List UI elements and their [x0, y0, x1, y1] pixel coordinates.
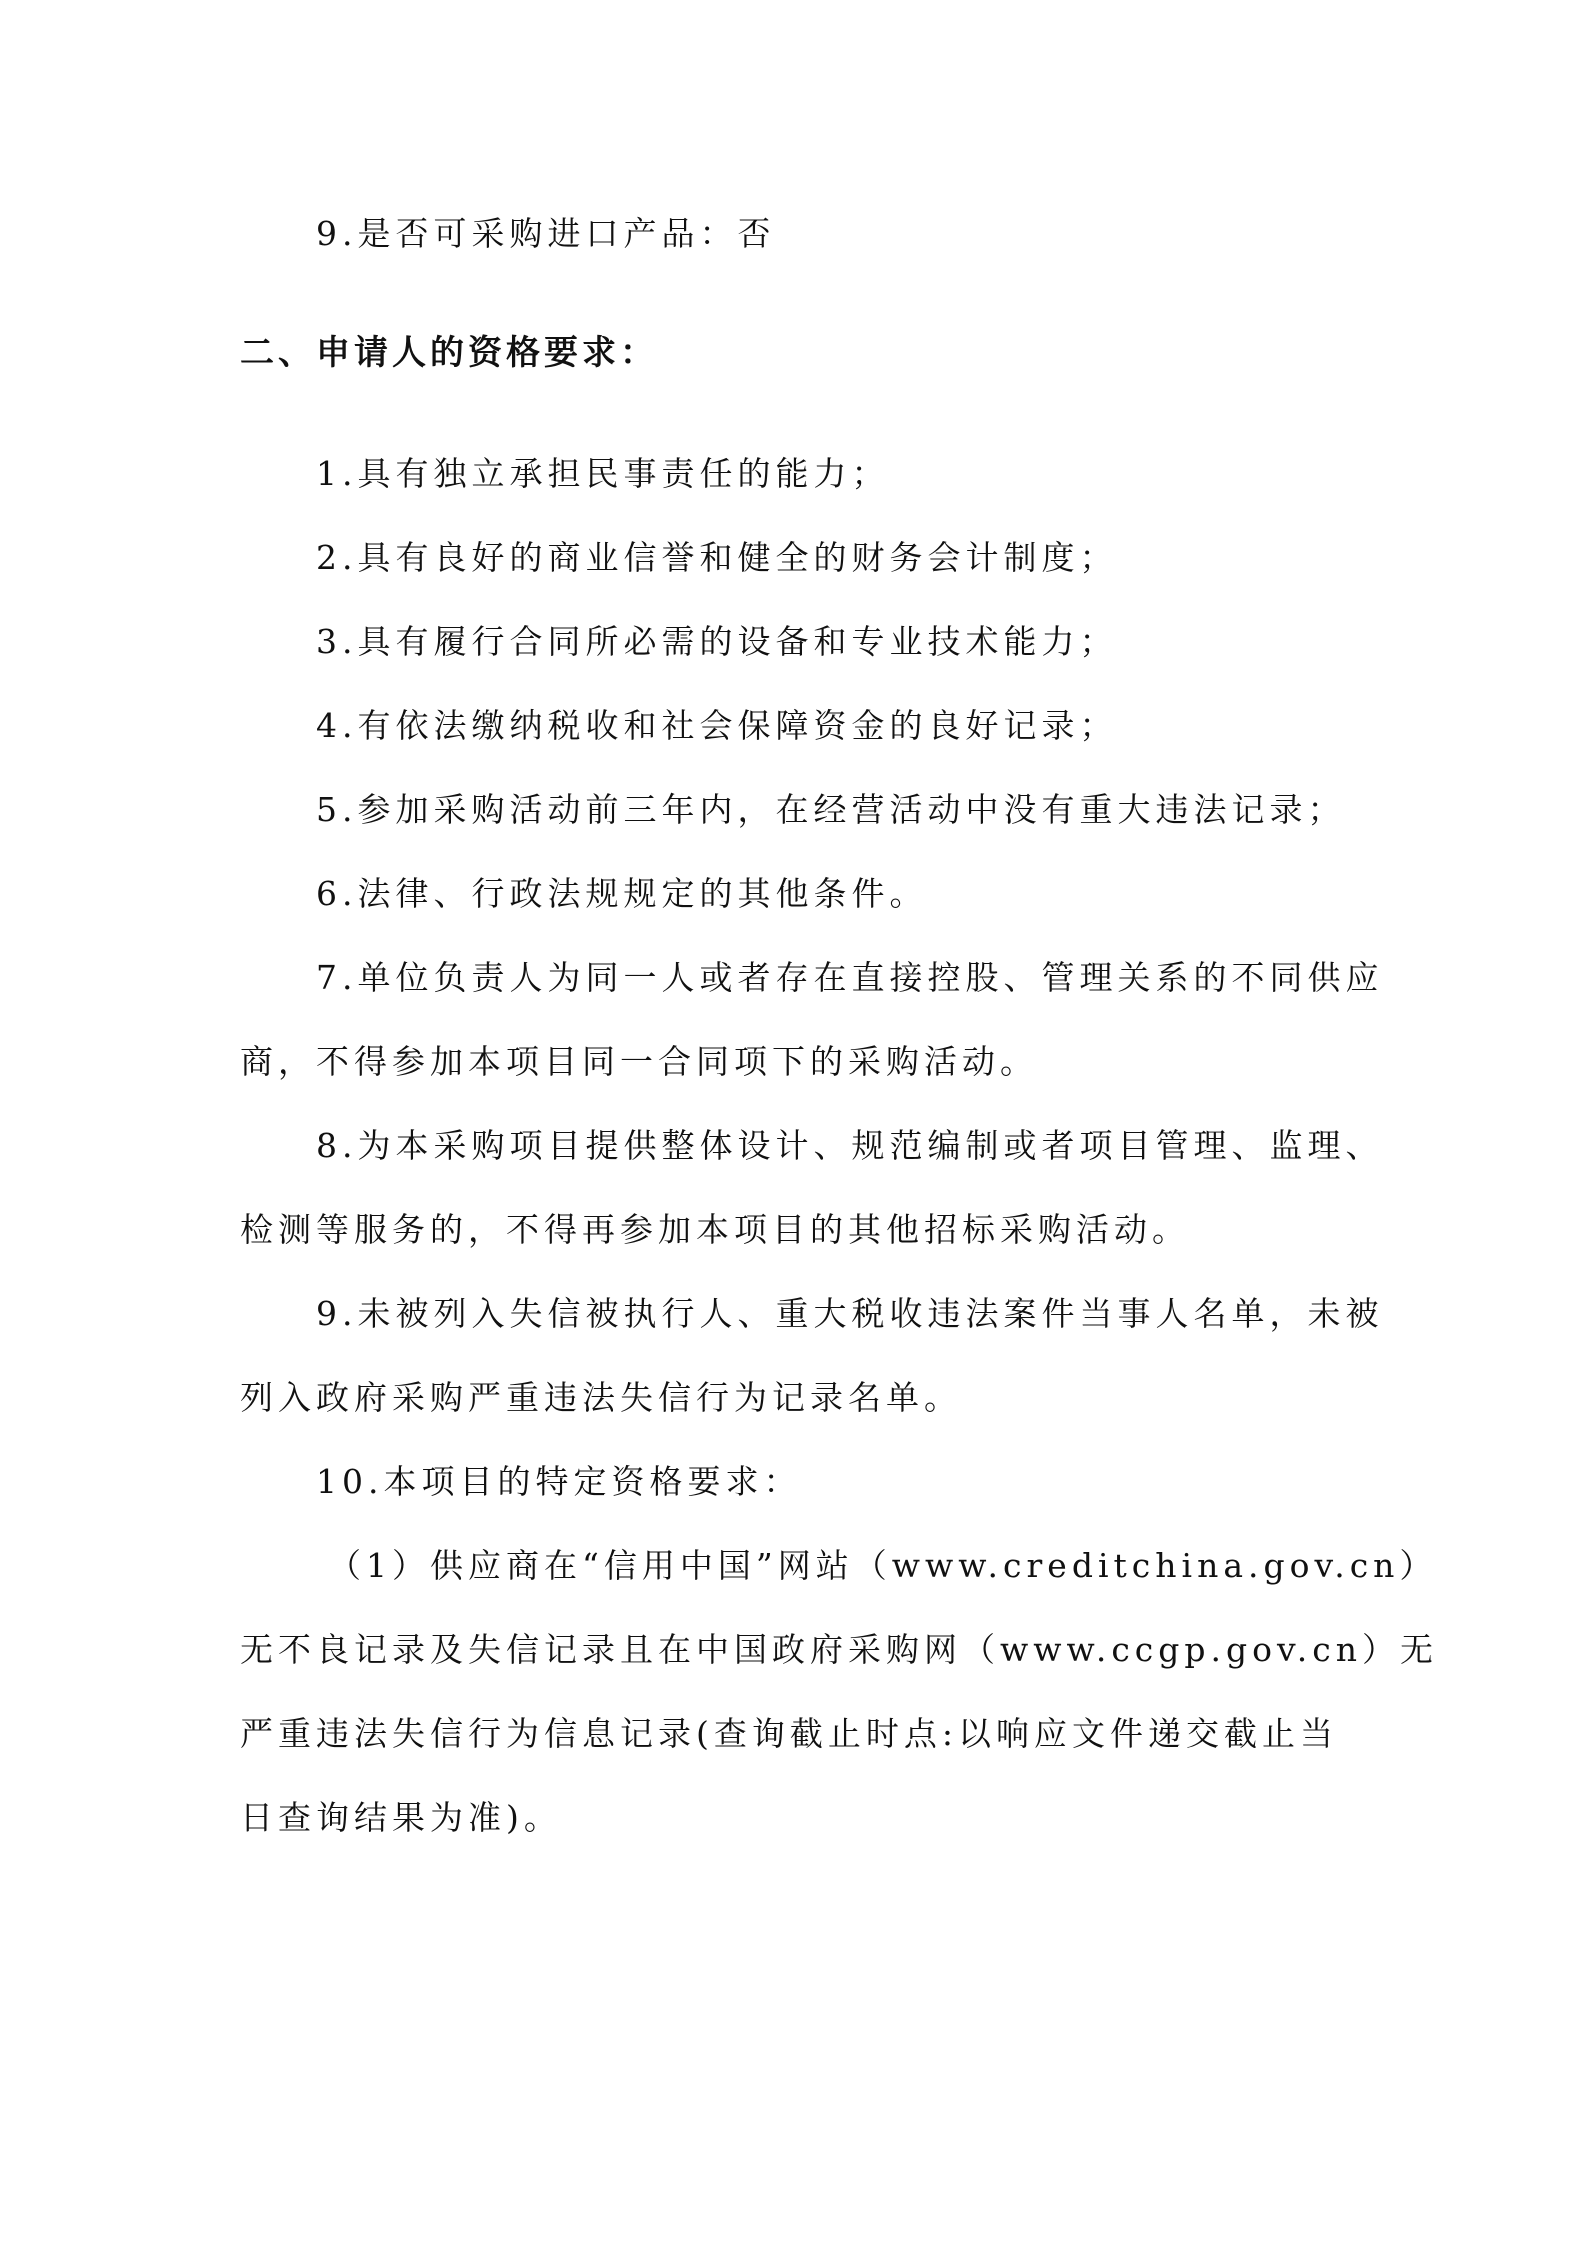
requirement-8-line-2: 检测等服务的，不得再参加本项目的其他招标采购活动。 [240, 1210, 1190, 1249]
requirement-7-line-1: 7.单位负责人为同一人或者存在直接控股、管理关系的不同供应 [316, 958, 1384, 997]
requirement-8-line-1: 8.为本采购项目提供整体设计、规范编制或者项目管理、监理、 [316, 1126, 1384, 1165]
requirement-5: 5.参加采购活动前三年内，在经营活动中没有重大违法记录； [316, 790, 1346, 829]
requirement-9-line-1: 9.未被列入失信被执行人、重大税收违法案件当事人名单，未被 [316, 1294, 1384, 1333]
requirement-10-sub-line-3: 严重违法失信行为信息记录(查询截止时点:以响应文件递交截止当 [240, 1714, 1338, 1753]
section-heading: 二、申请人的资格要求： [240, 333, 658, 373]
requirement-10-sub-line-1: （1）供应商在“信用中国”网站（www.creditchina.gov.cn） [328, 1546, 1438, 1585]
requirement-6: 6.法律、行政法规规定的其他条件。 [316, 874, 928, 913]
import-products-item: 9.是否可采购进口产品：否 [316, 214, 776, 253]
requirement-10-sub-line-2: 无不良记录及失信记录且在中国政府采购网（www.ccgp.gov.cn）无 [240, 1630, 1438, 1669]
requirement-9-line-2: 列入政府采购严重违法失信行为记录名单。 [240, 1378, 962, 1417]
requirement-4: 4.有依法缴纳税收和社会保障资金的良好记录； [316, 706, 1118, 745]
requirement-10-sub-line-4: 日查询结果为准)。 [240, 1798, 562, 1837]
requirement-3: 3.具有履行合同所必需的设备和专业技术能力； [316, 622, 1118, 661]
requirement-1: 1.具有独立承担民事责任的能力； [316, 454, 890, 493]
requirement-2: 2.具有良好的商业信誉和健全的财务会计制度； [316, 538, 1118, 577]
requirement-10: 10.本项目的特定资格要求： [316, 1462, 802, 1501]
requirement-7-line-2: 商，不得参加本项目同一合同项下的采购活动。 [240, 1042, 1038, 1081]
